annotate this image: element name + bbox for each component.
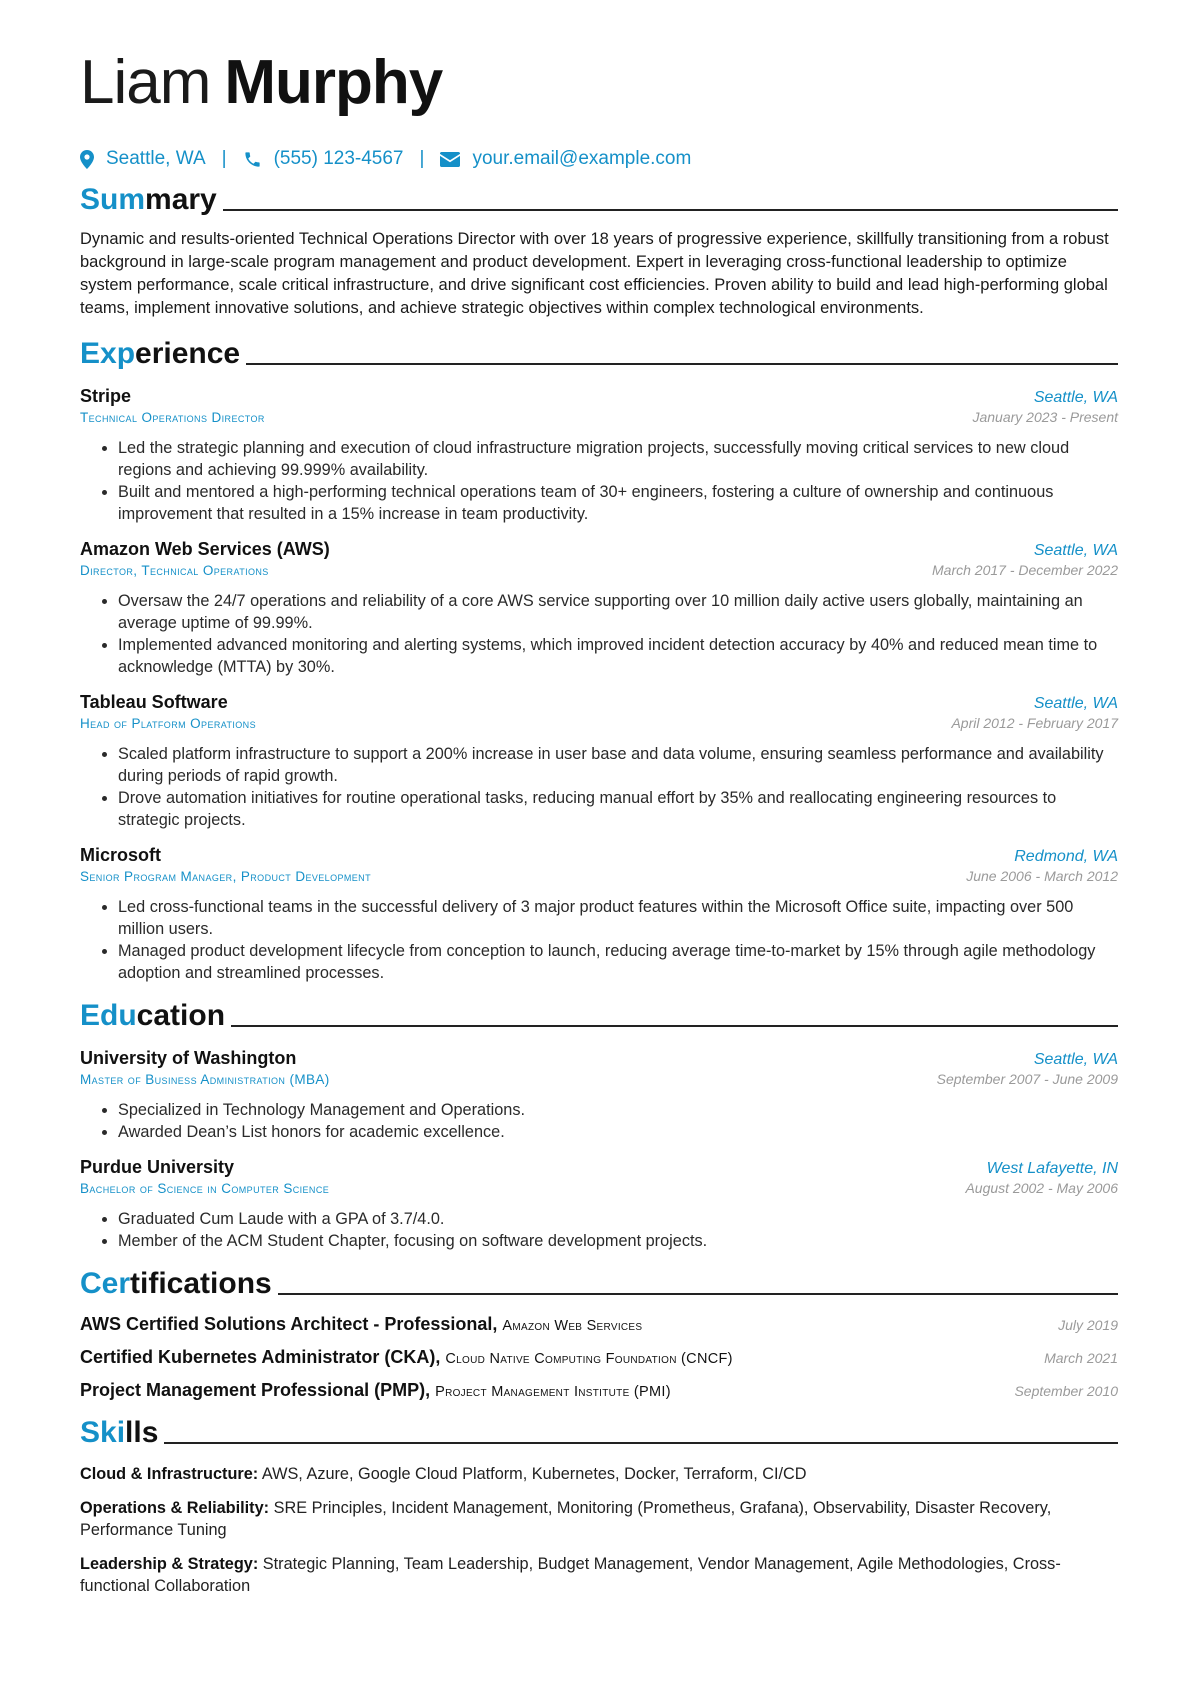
section-rule [231, 1025, 1118, 1027]
job-entry [80, 539, 1118, 678]
resume-page [80, 40, 1118, 1597]
skill-label: Leadership & Strategy: [80, 1555, 259, 1573]
company-name: Microsoft [80, 845, 161, 865]
section-title: Certifications [80, 1267, 272, 1300]
bullet-item: • Oversaw the 24/7 operations and reliability of a core AWS service supporting over 10 million daily active users globally, maintaining an average uptime of 99.99%. [118, 590, 1118, 634]
map-pin-icon [80, 150, 94, 169]
bullet-item: • Graduated Cum Laude with a GPA of 3.7/4.0. [118, 1208, 1118, 1230]
skill-label: Operations & Reliability: [80, 1499, 270, 1517]
job-entry [80, 845, 1118, 984]
school-dates: August 2002 - May 2006 [965, 1180, 1118, 1196]
section-title: Education [80, 999, 226, 1032]
education-entry [80, 1157, 1118, 1252]
certification-date: September 2010 [1014, 1383, 1118, 1399]
company-name: Amazon Web Services (AWS) [80, 539, 330, 559]
experience-heading [80, 332, 1118, 372]
email-link: your.email@example.com [472, 148, 692, 169]
certification-name: AWS Certified Solutions Architect - Professional [80, 1314, 493, 1334]
job-bullets [80, 896, 1118, 984]
bullet-item: • Built and mentored a high-performing technical operations team of 30+ engineers, fostering a culture of ownership and continuous improvement that resulted in a 15% increase in team productivity. [118, 481, 1118, 525]
skill-value: SRE Principles, Incident Management, Monitoring (Prometheus, Grafana), Observability, Disaster Recovery, Performance Tuning [80, 1499, 1052, 1539]
school-location: Seattle, WA [1033, 1051, 1118, 1068]
bullet-item: • Managed product development lifecycle from conception to launch, reducing average time-to-market by 15% through agile methodology adoption and streamlined processes. [118, 940, 1118, 984]
education-bullets [80, 1208, 1118, 1252]
certification-issuer: Cloud Native Computing Foundation (CNCF) [445, 1351, 733, 1367]
certifications-heading [80, 1262, 1118, 1302]
certification-date: March 2021 [1044, 1350, 1118, 1366]
job-location: Redmond, WA [1014, 848, 1118, 865]
bullet-item: • Awarded Dean’s List honors for academic excellence. [118, 1121, 1118, 1143]
bullet-item: • Led the strategic planning and execution of cloud infrastructure migration projects, successfully moving critical services to new cloud regions and achieving 99.999% availability. [118, 437, 1118, 481]
job-role: Head of Platform Operations [80, 716, 256, 731]
contact-separator: | [419, 148, 425, 169]
school-location: West Lafayette, IN [986, 1160, 1118, 1177]
certification-issuer: Project Management Institute (PMI) [435, 1384, 671, 1400]
contact-separator: | [221, 148, 227, 169]
school-name: University of Washington [80, 1048, 297, 1068]
job-location: Seattle, WA [1033, 542, 1118, 559]
envelope-icon [440, 152, 460, 167]
job-dates: March 2017 - December 2022 [932, 562, 1118, 578]
job-bullets [80, 743, 1118, 831]
education-bullets [80, 1099, 1118, 1143]
summary-heading [80, 178, 1118, 218]
bullet-item: • Member of the ACM Student Chapter, focusing on software development projects. [118, 1230, 1118, 1252]
certification-name: Certified Kubernetes Administrator (CKA) [80, 1347, 436, 1367]
bullet-item: • Implemented advanced monitoring and alerting systems, which improved incident detection accuracy by 40% and reduced mean time to acknowledge (MTTA) by 30%. [118, 634, 1118, 678]
job-entry [80, 692, 1118, 831]
skill-line [80, 1463, 1118, 1485]
certification-entry: Certified Kubernetes Administrator (CKA), Cloud Native Computing Foundation (CNCF) March 2021 [80, 1347, 1118, 1367]
education-entry [80, 1048, 1118, 1143]
certification-entry: AWS Certified Solutions Architect - Professional, Amazon Web Services July 2019 [80, 1314, 1118, 1334]
contact-location [80, 148, 206, 170]
skill-value: Strategic Planning, Team Leadership, Budget Management, Vendor Management, Agile Methodologies, Cross-functional Collaboration [80, 1555, 1061, 1595]
last-name: Murphy [224, 48, 443, 117]
section-rule [164, 1442, 1118, 1444]
candidate-name [80, 40, 1118, 126]
certification-entry: Project Management Professional (PMP), Project Management Institute (PMI) September 2010 [80, 1380, 1118, 1400]
certification-issuer: Amazon Web Services [502, 1318, 643, 1334]
job-entry [80, 386, 1118, 525]
phone-text: (555) 123-4567 [273, 148, 404, 169]
section-title: Summary [80, 183, 217, 216]
section-rule [246, 363, 1118, 365]
section-title: Experience [80, 337, 241, 370]
skills-heading [80, 1411, 1118, 1451]
summary-text: Dynamic and results-oriented Technical Operations Director with over 18 years of progressive experience, skillfully transitioning from a robust background in large-scale program management and product development. Expert in leveraging cross-functional leadership to optimize system performance, scale critical infrastructure, and drive significant cost efficiencies. Proven ability to build and lead high-performing global teams, implement innovative solutions, and achieve strategic objectives within complex technological environments. [80, 230, 1109, 317]
job-bullets [80, 437, 1118, 525]
contact-email[interactable] [440, 148, 691, 170]
bullet-item: • Specialized in Technology Management and Operations. [118, 1099, 1118, 1121]
certification-date: July 2019 [1058, 1317, 1118, 1333]
school-dates: September 2007 - June 2009 [936, 1071, 1118, 1087]
degree: Bachelor of Science in Computer Science [80, 1181, 330, 1196]
job-role: Senior Program Manager, Product Development [80, 869, 371, 884]
job-location: Seattle, WA [1033, 389, 1118, 406]
contact-line [80, 144, 1118, 174]
skill-label: Cloud & Infrastructure: [80, 1465, 259, 1483]
company-name: Stripe [80, 386, 132, 406]
job-dates: April 2012 - February 2017 [951, 715, 1118, 731]
degree: Master of Business Administration (MBA) [80, 1072, 330, 1087]
section-rule [223, 209, 1118, 211]
skill-line [80, 1553, 1118, 1597]
skill-line [80, 1497, 1118, 1541]
job-role: Technical Operations Director [80, 410, 265, 425]
location-text: Seattle, WA [106, 148, 206, 169]
job-role: Director, Technical Operations [80, 563, 269, 578]
bullet-item: • Scaled platform infrastructure to support a 200% increase in user base and data volume, ensuring seamless performance and availability during periods of rapid growth. [118, 743, 1118, 787]
job-location: Seattle, WA [1033, 695, 1118, 712]
first-name: Liam [80, 48, 211, 117]
section-title: Skills [80, 1416, 159, 1449]
section-rule [278, 1293, 1118, 1295]
job-bullets [80, 590, 1118, 678]
school-name: Purdue University [80, 1157, 235, 1177]
company-name: Tableau Software [80, 692, 228, 712]
bullet-item: • Led cross-functional teams in the successful delivery of 3 major product features within the Microsoft Office suite, impacting over 500 million users. [118, 896, 1118, 940]
certification-name: Project Management Professional (PMP) [80, 1380, 426, 1400]
bullet-item: • Drove automation initiatives for routine operational tasks, reducing manual effort by 35% and reallocating engineering resources to strategic projects. [118, 787, 1118, 831]
job-dates: January 2023 - Present [972, 409, 1118, 425]
education-heading [80, 994, 1118, 1034]
contact-phone[interactable] [243, 148, 404, 170]
job-dates: June 2006 - March 2012 [966, 868, 1118, 884]
skill-value: AWS, Azure, Google Cloud Platform, Kubernetes, Docker, Terraform, CI/CD [261, 1465, 807, 1483]
phone-icon [243, 150, 262, 169]
